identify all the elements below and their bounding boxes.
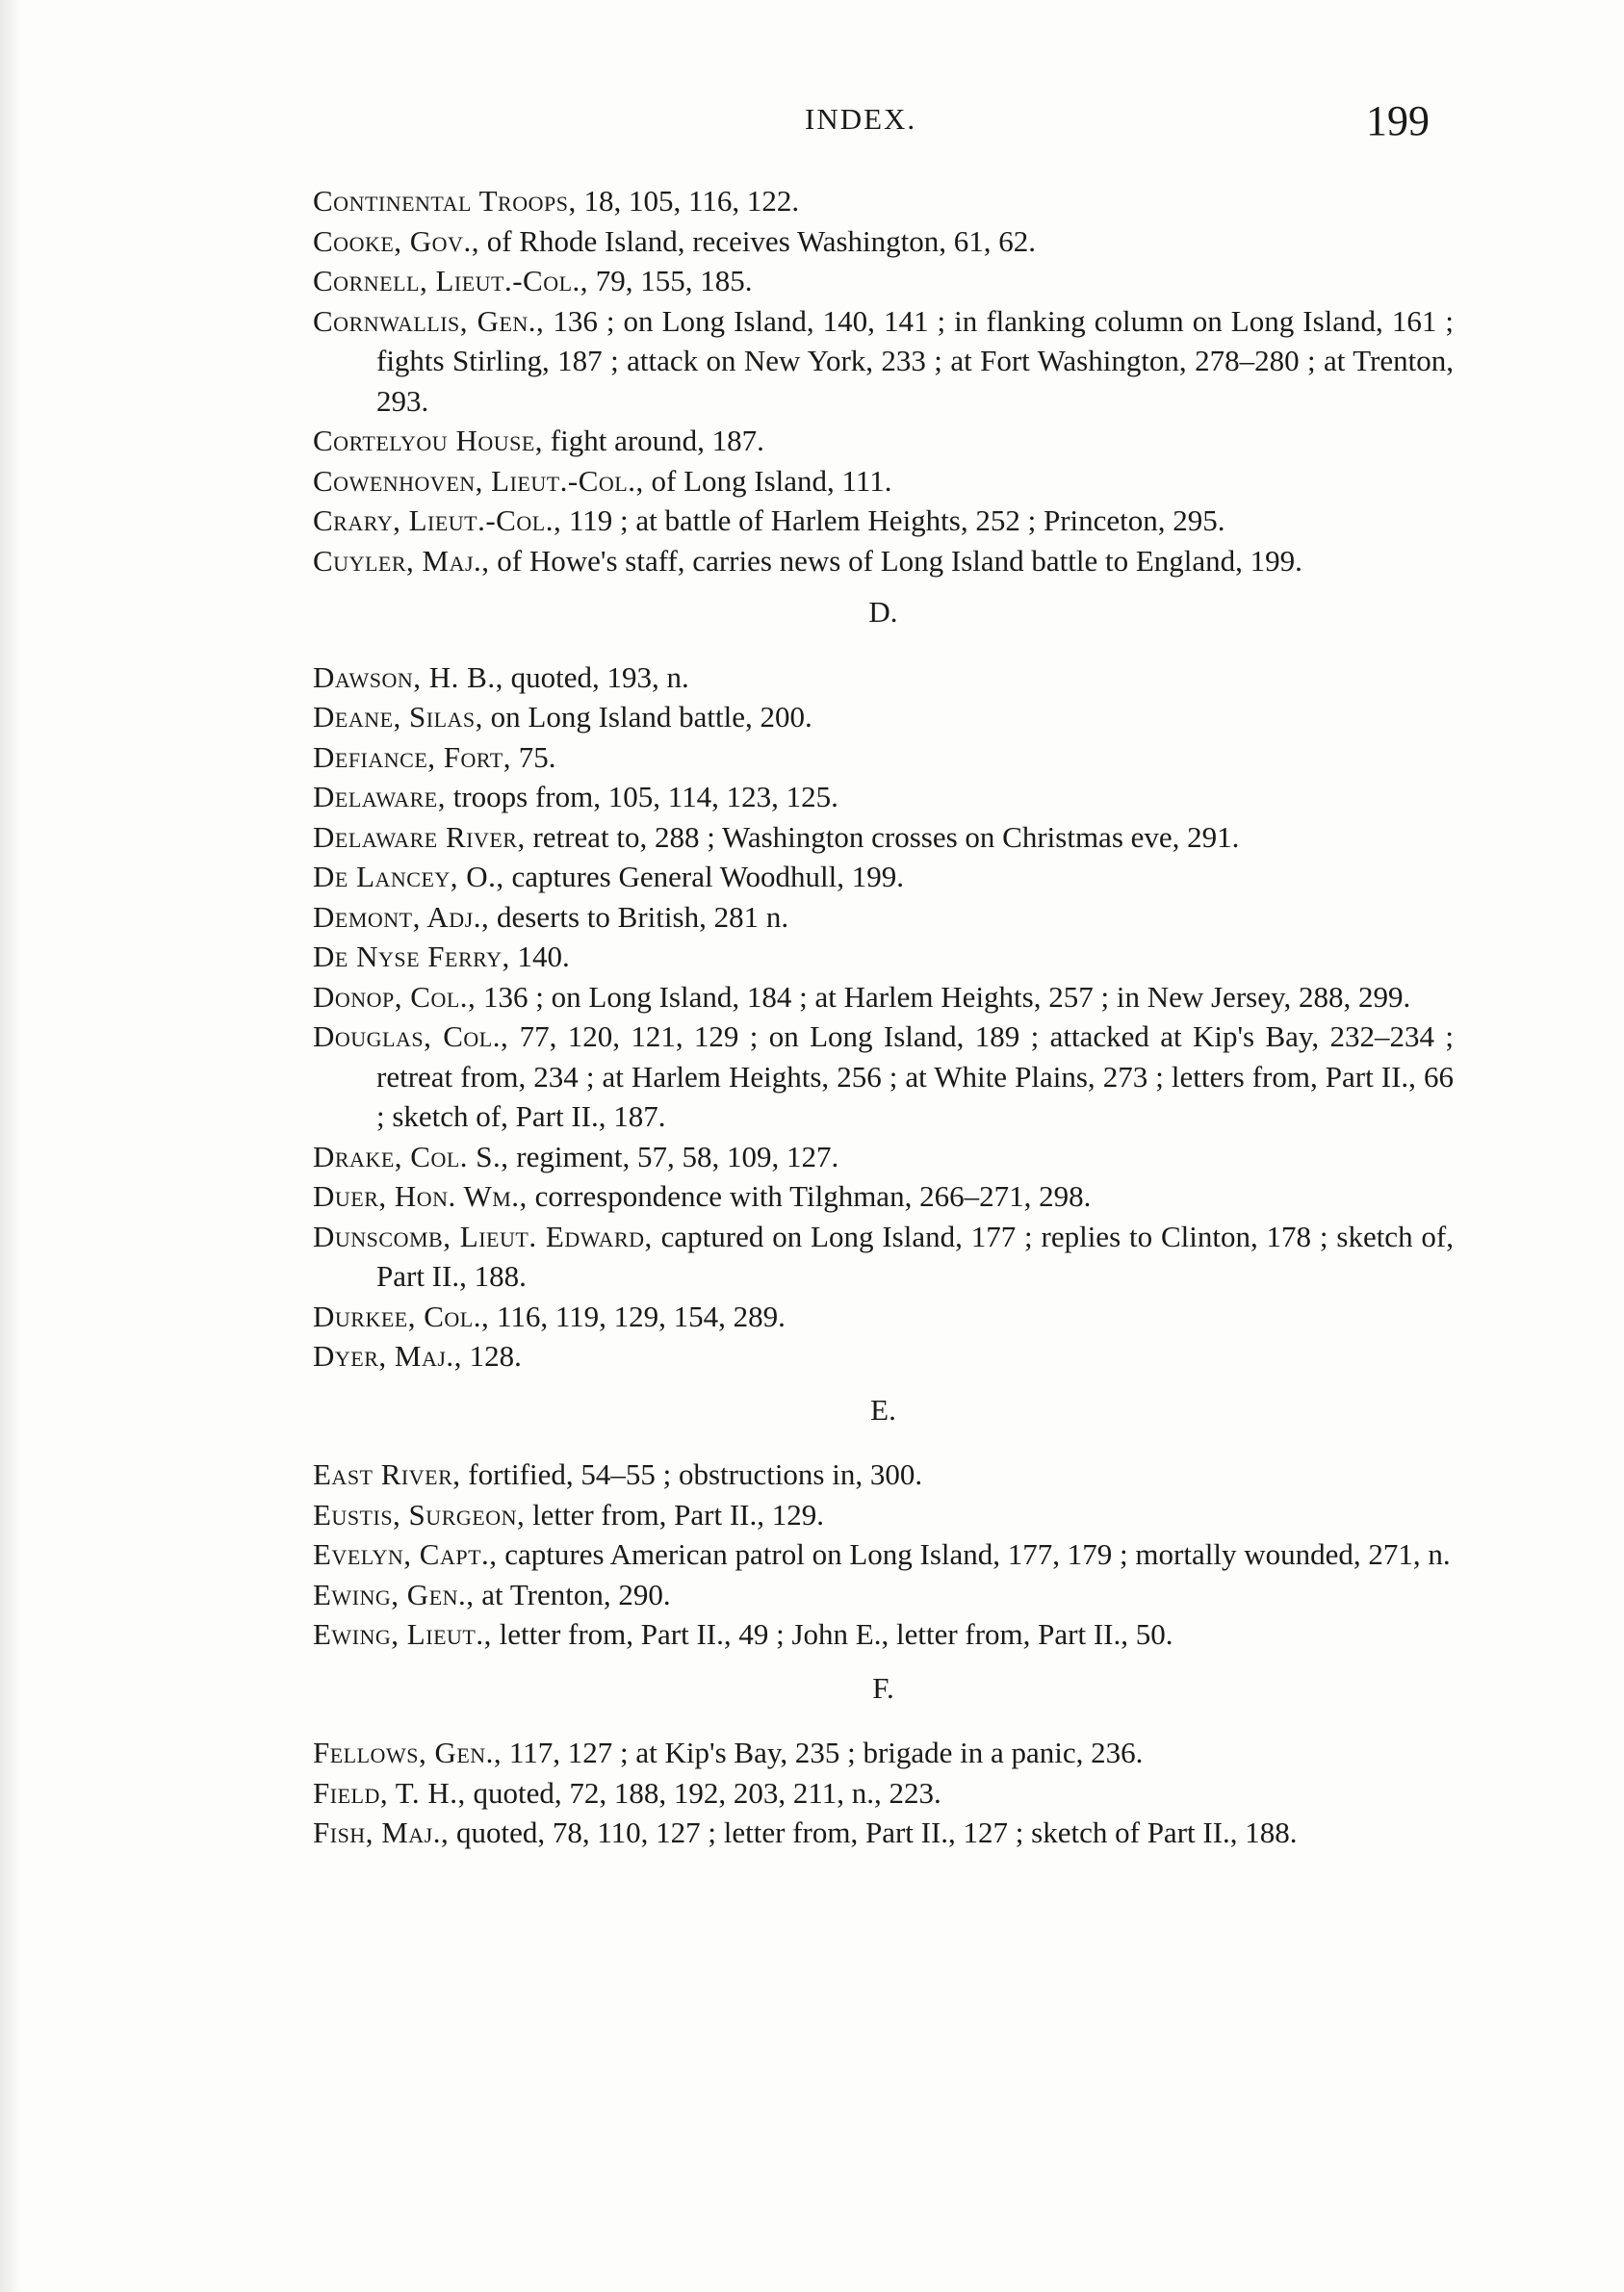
entry-heading: Drake, Col. S., bbox=[313, 1139, 509, 1173]
index-entry bbox=[313, 1733, 1454, 1773]
index-entry bbox=[313, 1813, 1454, 1853]
index-entry bbox=[313, 1137, 1454, 1177]
entry-references: 77, 120, 121, 129 ; on Long Island, 189 ; attacked at Kip's Bay, 232–234 ; retreat from, 234 ; at Harlem Heights, 256 ; at White Plains, 273 ; letters from, Part II., 66 ; sketch of, Part II., 187. bbox=[376, 1019, 1454, 1133]
entry-heading: Fellows, Gen., bbox=[313, 1736, 503, 1769]
index-entry bbox=[313, 777, 1454, 817]
entry-heading: Durkee, Col., bbox=[313, 1299, 490, 1333]
entry-references: 128. bbox=[461, 1339, 522, 1373]
entry-heading: Cornell, Lieut.-Col., bbox=[313, 264, 589, 297]
index-entry bbox=[313, 261, 1454, 301]
entry-heading: De Nyse Ferry, bbox=[313, 940, 510, 973]
entry-heading: Field, T. H., bbox=[313, 1775, 466, 1810]
entry-references: fight around, 187. bbox=[543, 424, 764, 457]
running-head bbox=[0, 97, 1624, 150]
entry-heading: Eustis, Surgeon, bbox=[313, 1497, 526, 1532]
index-entry bbox=[313, 1017, 1454, 1137]
section-letter-heading: F. bbox=[872, 1670, 894, 1705]
index-entry bbox=[313, 1575, 1454, 1615]
index-entry bbox=[313, 1495, 1454, 1535]
entry-heading: Crary, Lieut.-Col., bbox=[313, 503, 562, 537]
entry-references: on Long Island battle, 200. bbox=[482, 700, 812, 734]
entry-heading: Dyer, Maj., bbox=[313, 1339, 462, 1373]
entry-references: captured on Long Island, 177 ; replies to Clinton, 178 ; sketch of, Part II., 188. bbox=[376, 1219, 1454, 1293]
index-entry bbox=[313, 1773, 1454, 1814]
section-letter-heading: D. bbox=[868, 595, 898, 629]
index-entry bbox=[313, 301, 1454, 422]
index-entry bbox=[313, 897, 1454, 938]
entry-references: 140. bbox=[509, 940, 570, 973]
entry-references: 116, 119, 129, 154, 289. bbox=[489, 1299, 786, 1333]
index-entry bbox=[313, 181, 1454, 221]
entry-references: letter from, Part II., 49 ; John E., letter from, Part II., 50. bbox=[491, 1617, 1173, 1651]
entry-heading: Cortelyou House, bbox=[313, 424, 544, 457]
entry-references: at Trenton, 290. bbox=[474, 1577, 671, 1611]
entry-heading: Cooke, Gov., bbox=[313, 223, 479, 258]
entry-references: quoted, 78, 110, 127 ; letter from, Part II., 127 ; sketch of Part II., 188. bbox=[449, 1816, 1298, 1849]
entry-heading: Cuyler, Maj., bbox=[313, 543, 490, 578]
entry-references: quoted, 193, n. bbox=[503, 659, 689, 694]
entry-references: correspondence with Tilghman, 266–271, 298. bbox=[527, 1179, 1092, 1213]
index-entry bbox=[313, 1336, 1454, 1377]
entry-heading: Dunscomb, Lieut. Edward, bbox=[313, 1219, 653, 1253]
entry-references: of Rhode Island, receives Washington, 61, 62. bbox=[478, 223, 1037, 258]
index-entry bbox=[313, 501, 1454, 541]
page-title: INDEX. bbox=[805, 102, 917, 136]
entry-heading: Defiance, Fort, bbox=[313, 739, 511, 774]
entry-references: 117, 127 ; at Kip's Bay, 235 ; brigade in a panic, 236. bbox=[502, 1736, 1144, 1769]
index-entry bbox=[313, 817, 1454, 858]
entry-heading: Delaware River, bbox=[313, 819, 526, 854]
index-entry bbox=[313, 221, 1454, 262]
entry-references: 18, 105, 116, 122. bbox=[576, 184, 800, 218]
entry-heading: Delaware, bbox=[313, 780, 446, 813]
index-entry bbox=[313, 977, 1454, 1017]
entry-references: 75. bbox=[510, 739, 556, 774]
entry-heading: Ewing, Gen., bbox=[313, 1577, 475, 1611]
index-entry bbox=[313, 937, 1454, 977]
entry-heading: Cowenhoven, Lieut.-Col., bbox=[313, 463, 644, 498]
index-entry bbox=[313, 541, 1454, 581]
entry-heading: Continental Troops, bbox=[313, 184, 577, 218]
entry-heading: Ewing, Lieut., bbox=[313, 1617, 492, 1651]
section-letter-heading: E. bbox=[870, 1392, 896, 1427]
entry-heading: Dawson, H. B., bbox=[313, 659, 503, 694]
entry-references: of Howe's staff, carries news of Long Island battle to England, 199. bbox=[489, 543, 1302, 578]
entry-heading: East River, bbox=[313, 1457, 461, 1491]
index-entry bbox=[313, 657, 1454, 698]
entry-references: retreat to, 288 ; Washington crosses on Christmas eve, 291. bbox=[525, 819, 1240, 854]
index-entry bbox=[313, 857, 1454, 897]
entry-references: captures American patrol on Long Island, 177, 179 ; mortally wounded, 271, n. bbox=[497, 1537, 1451, 1571]
index-entry bbox=[313, 1614, 1454, 1655]
index-entry bbox=[313, 461, 1454, 502]
entry-references: captures General Woodhull, 199. bbox=[503, 860, 905, 893]
index-entry bbox=[313, 1217, 1454, 1297]
entry-heading: Douglas, Col., bbox=[313, 1019, 509, 1053]
index-entry bbox=[313, 1176, 1454, 1217]
entry-references: of Long Island, 111. bbox=[643, 463, 892, 498]
index-entry bbox=[313, 1455, 1454, 1495]
page-number: 199 bbox=[1366, 97, 1430, 144]
index-entry bbox=[313, 737, 1454, 778]
entry-references: 79, 155, 185. bbox=[588, 264, 753, 297]
entry-heading: Demont, Adj., bbox=[313, 899, 490, 934]
index-entry bbox=[313, 697, 1454, 737]
entry-heading: Duer, Hon. Wm., bbox=[313, 1179, 528, 1213]
entry-heading: De Lancey, O., bbox=[313, 860, 504, 893]
entry-heading: Evelyn, Capt., bbox=[313, 1537, 498, 1571]
entry-references: fortified, 54–55 ; obstructions in, 300. bbox=[460, 1457, 923, 1491]
entry-references: 136 ; on Long Island, 140, 141 ; in flanking column on Long Island, 161 ; fights Stirling, 187 ; attack on New York, 233 ; at Fort Washington, 278–280 ; at Trenton, 293. bbox=[376, 303, 1454, 418]
entry-references: regiment, 57, 58, 109, 127. bbox=[508, 1139, 839, 1173]
entry-references: deserts to British, 281 n. bbox=[489, 899, 789, 934]
index-entry bbox=[313, 1297, 1454, 1337]
entry-references: quoted, 72, 188, 192, 203, 211, n., 223. bbox=[465, 1775, 941, 1810]
index-body bbox=[313, 181, 1454, 1853]
entry-heading: Deane, Silas, bbox=[313, 700, 483, 734]
scan-margin-shadow bbox=[0, 0, 21, 2292]
index-entry bbox=[313, 1534, 1454, 1575]
entry-heading: Fish, Maj., bbox=[313, 1816, 450, 1849]
entry-references: troops from, 105, 114, 123, 125. bbox=[445, 780, 838, 813]
entry-references: letter from, Part II., 129. bbox=[525, 1497, 824, 1532]
entry-heading: Cornwallis, Gen., bbox=[313, 303, 545, 338]
entry-references: 136 ; on Long Island, 184 ; at Harlem Heights, 257 ; in New Jersey, 288, 299. bbox=[476, 979, 1411, 1014]
entry-heading: Donop, Col., bbox=[313, 979, 477, 1014]
entry-references: 119 ; at battle of Harlem Heights, 252 ; Princeton, 295. bbox=[561, 503, 1225, 537]
index-entry bbox=[313, 421, 1454, 461]
